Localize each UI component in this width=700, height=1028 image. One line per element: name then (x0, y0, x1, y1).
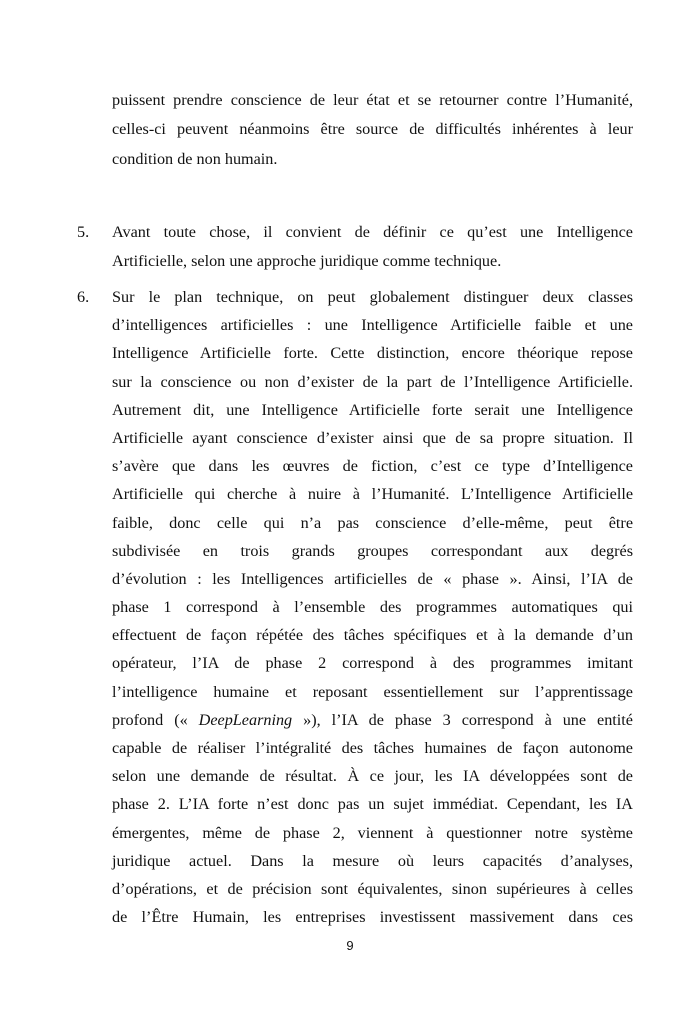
text-line: sur la conscience ou non d’exister de la part de l’Intelligence Artificielle. (112, 372, 633, 391)
text-line: Sur le plan technique, on peut globalement distinguer deux classes (112, 288, 633, 306)
text-line: juridique actuel. Dans la mesure où leurs capacités d’analyses, (112, 851, 633, 870)
text-line: de l’Être Humain, les entreprises investissent massivement dans ces (112, 908, 633, 927)
text-line: d’opérations, et de précision sont équivalentes, sinon supérieures à celles (112, 879, 633, 898)
text-line: phase 1 correspond à l’ensemble des programmes automatiques qui (112, 598, 633, 617)
text-line: selon une demande de résultat. À ce jour, les IA développées sont de (112, 767, 633, 786)
text-line: d’intelligences artificielles : une Intelligence Artificielle faible et une (112, 316, 633, 335)
text-line: effectuent de façon répétée des tâches spécifiques et à la demande d’un (112, 626, 633, 645)
paragraph (77, 283, 633, 931)
text-line: subdivisée en trois grands groupes correspondant aux degrés (112, 541, 633, 560)
text-line: s’avère que dans les œuvres de fiction, c’est ce type d’Intelligence (112, 457, 633, 476)
text-line: profond (« DeepLearning »), l’IA de phase 3 correspond à une entité (112, 710, 633, 729)
text-line: Artificielle, selon une approche juridique comme technique. (112, 252, 502, 271)
text-line: l’intelligence humaine et reposant essentiellement sur l’apprentissage (112, 682, 633, 701)
text-line: émergentes, même de phase 2, viennent à questionner notre système (112, 823, 633, 842)
text-line: capable de réaliser l’intégralité des tâches humaines de façon autonome (112, 739, 633, 757)
paragraph-number: 5. (77, 223, 90, 241)
text-line: opérateur, l’IA de phase 2 correspond à des programmes imitant (112, 654, 633, 673)
text-line: phase 2. L’IA forte n’est donc pas un sujet immédiat. Cependant, les IA (112, 795, 633, 814)
paragraph-number: 6. (77, 288, 90, 306)
text-line: celles-ci peuvent néanmoins être source de difficultés inhérentes à leur (112, 120, 633, 139)
text-line: d’évolution : les Intelligences artificielles de « phase ». Ainsi, l’IA de (112, 569, 633, 588)
text-line: Artificielle ayant conscience d’exister ainsi que de sa propre situation. Il (112, 428, 633, 447)
text-line: Intelligence Artificielle forte. Cette distinction, encore théorique repose (112, 344, 633, 363)
text-line: Artificielle qui cherche à nuire à l’Humanité. L’Intelligence Artificielle (112, 485, 633, 504)
text-line: puissent prendre conscience de leur état et se retourner contre l’Humanité, (112, 91, 633, 109)
text-line: condition de non humain. (112, 149, 278, 168)
paragraph (112, 86, 633, 174)
text-line: Autrement dit, une Intelligence Artificielle forte serait une Intelligence (112, 400, 633, 419)
paragraph (77, 218, 633, 277)
page-number: 9 (346, 938, 354, 953)
text-line: Avant toute chose, il convient de définir ce qu’est une Intelligence (112, 223, 633, 241)
text-line: faible, donc celle qui n’a pas conscience d’elle-même, peut être (112, 513, 633, 532)
